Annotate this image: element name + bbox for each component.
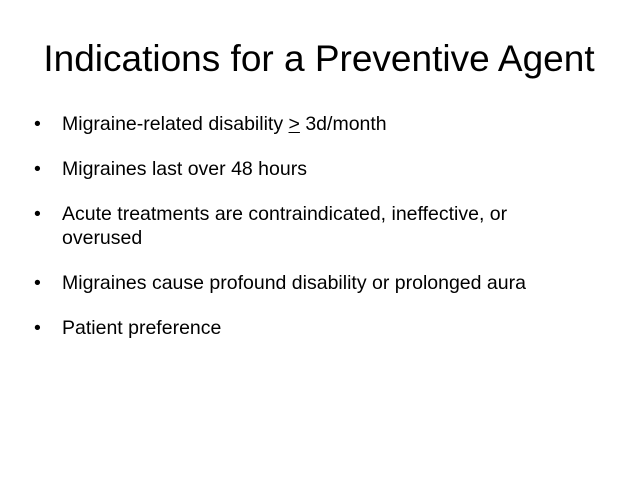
bullet-item [34, 202, 614, 250]
bullet-point-icon: • [34, 158, 41, 180]
greater-or-equal-symbol: > [288, 113, 300, 135]
bullet-point-icon: • [34, 272, 41, 294]
bullet-item [34, 316, 614, 340]
bullet-point-icon: • [34, 317, 41, 339]
bullet-text: Migraines cause profound disability or prolonged aura [62, 272, 526, 294]
bullet-list [34, 112, 614, 361]
bullet-text: Patient preference [62, 317, 222, 339]
bullet-text: Acute treatments are contraindicated, ineffective, or overused [62, 203, 508, 249]
bullet-point-icon: • [34, 203, 41, 225]
slide-title: Indications for a Preventive Agent [43, 38, 595, 79]
bullet-item [34, 271, 614, 295]
bullet-item [34, 112, 614, 136]
bullet-text-part: Migraine-related disability [62, 113, 289, 135]
bullet-text: Migraines last over 48 hours [62, 158, 307, 180]
bullet-point-icon: • [34, 113, 41, 135]
bullet-item [34, 157, 614, 181]
bullet-text-part: 3d/month [299, 113, 387, 135]
